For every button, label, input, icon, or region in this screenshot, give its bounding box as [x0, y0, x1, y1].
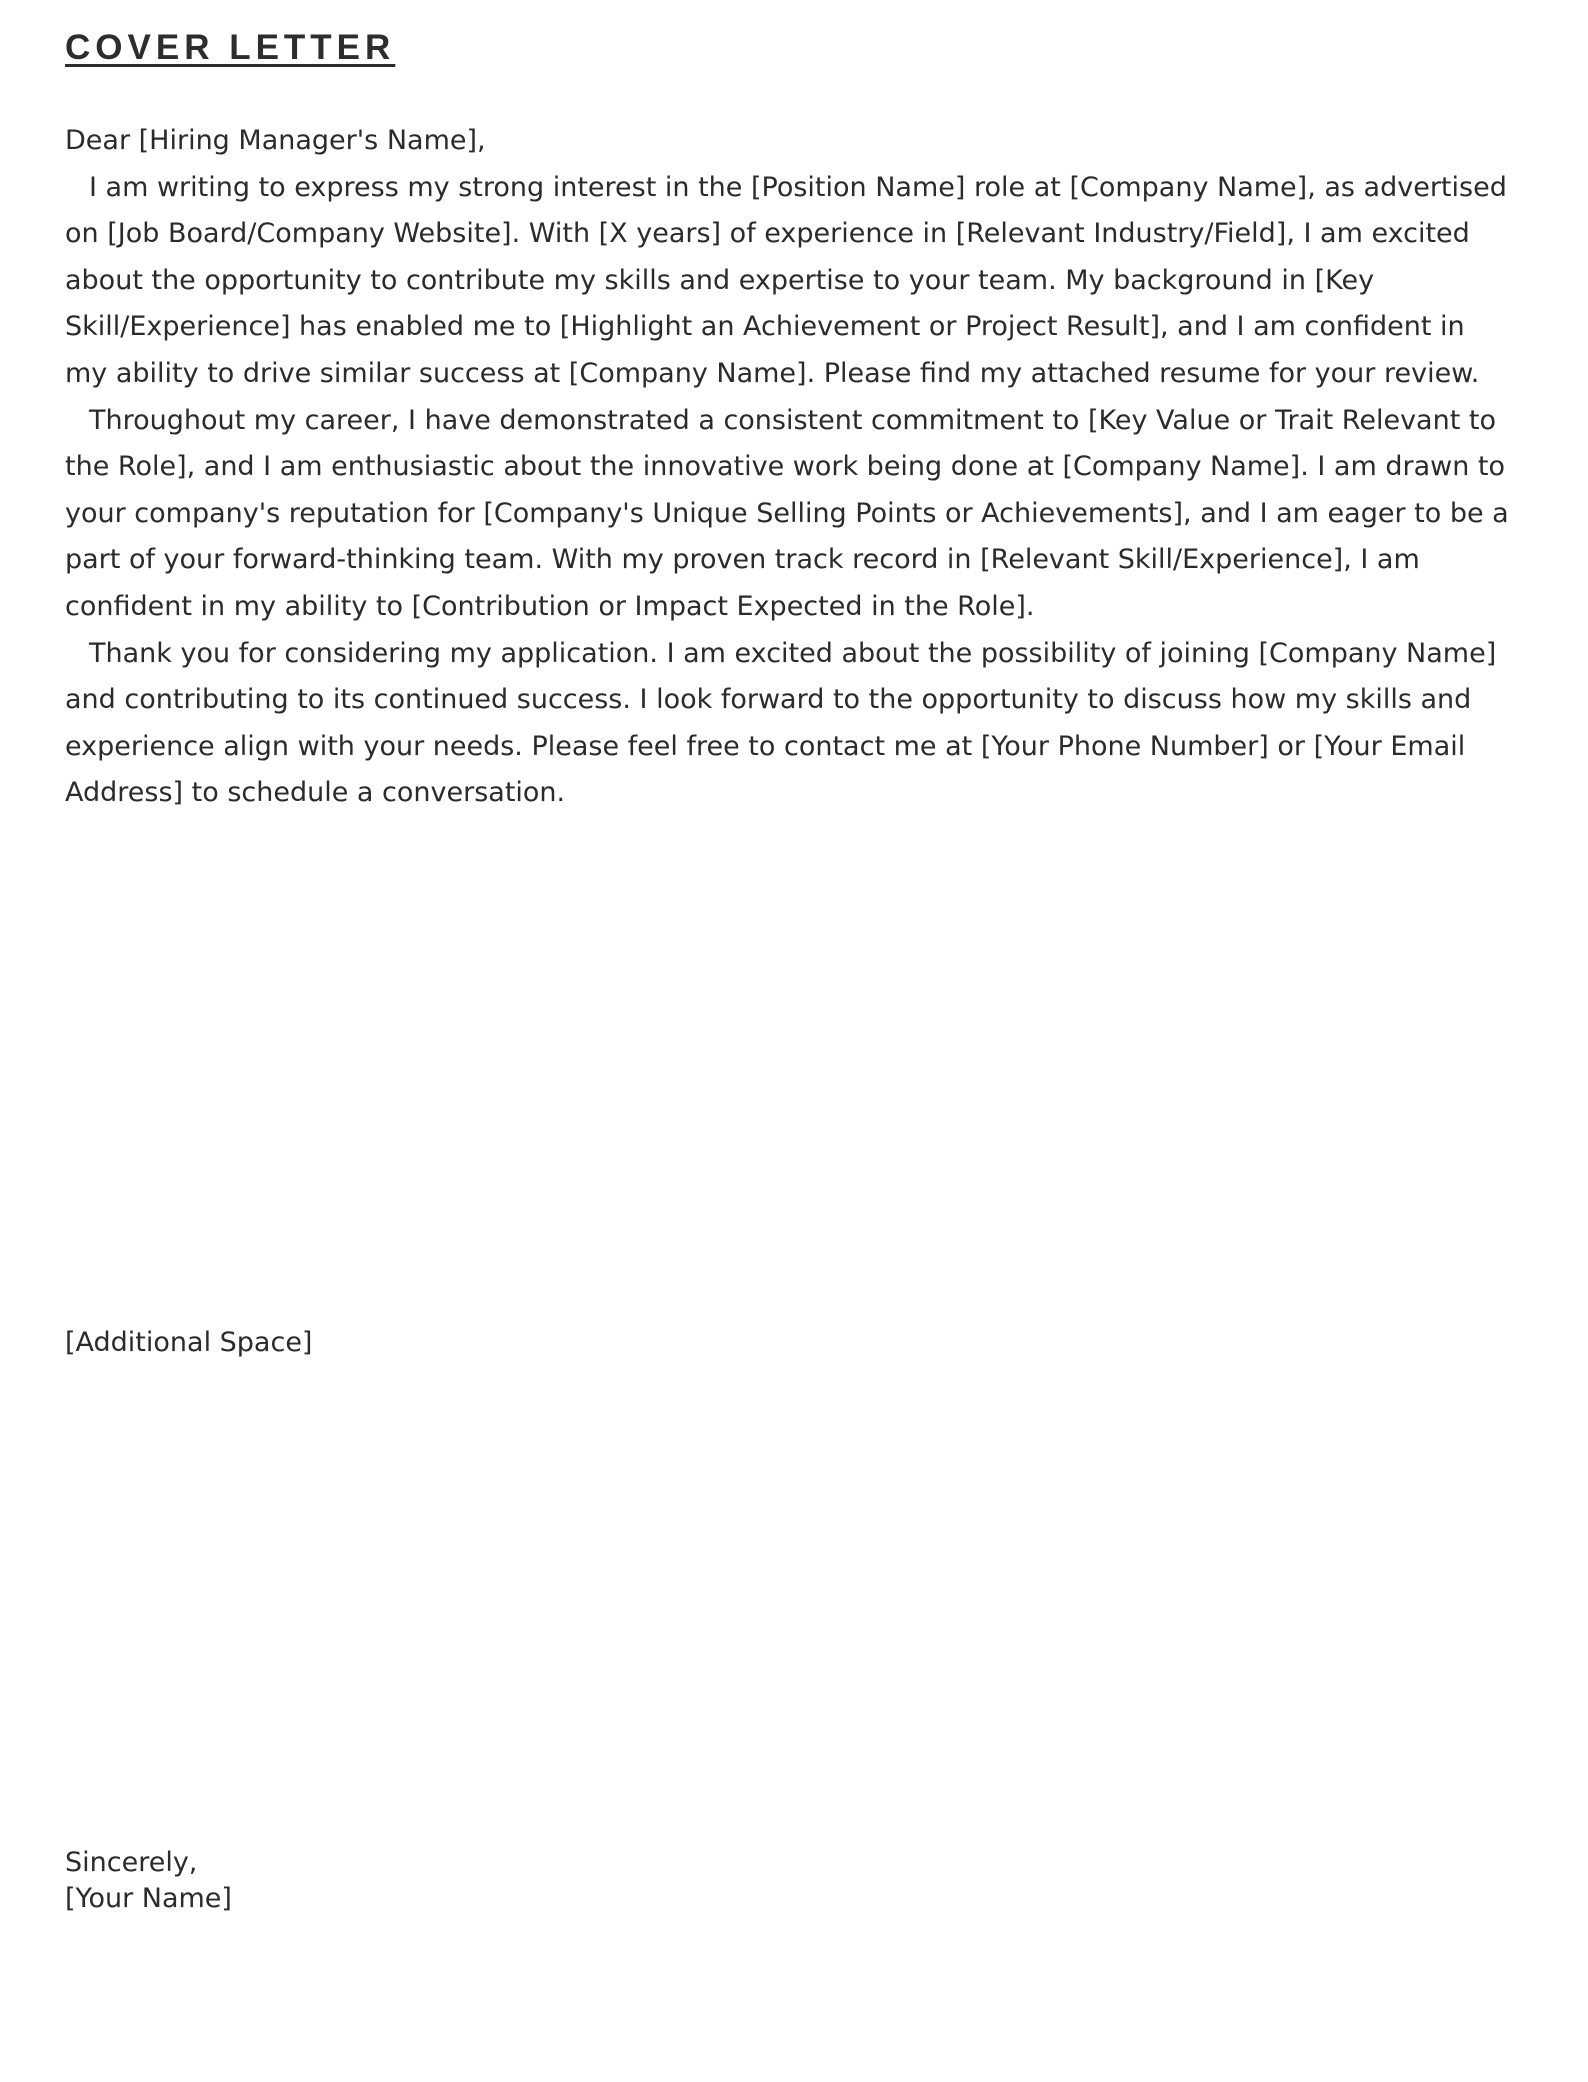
closing-line: Sincerely,: [65, 1847, 198, 1878]
signature-name: [Your Name]: [65, 1883, 232, 1914]
paragraph-experience: Throughout my career, I have demonstrated a consistent commitment to [Key Value or Trait Relevant to the Role], and I am enthusiastic about the innovative work being done at [Company Name]. I am drawn to your company's reputation for [Company's Unique Selling Points or Achievements], and I am eager to be a part of your forward-thinking team. With my proven track record in [Relevant Skill/Experience], I am confident in my ability to [Contribution or Impact Expected in the Role].: [65, 404, 1509, 622]
paragraph-intro: I am writing to express my strong interest in the [Position Name] role at [Company Name], as advertised on [Job Board/Company Website]. With [X years] of experience in [Relevant Industry/Field], I am excited about the opportunity to contribute my skills and expertise to your team. My background in [Key Skill/Experience] has enabled me to [Highlight an Achievement or Project Result], and I am confident in my ability to drive similar success at [Company Name]. Please find my attached resume for your review.: [65, 171, 1507, 389]
document-title: COVER LETTER: [65, 28, 396, 67]
sign-off: [65, 1845, 232, 1917]
paragraph-closing: Thank you for considering my application. I am excited about the possibility of joining [Company Name] and contributing to its continued success. I look forward to the opportunity to discuss how my skills and experience align with your needs. Please feel free to contact me at [Your Phone Number] or [Your Email Address] to schedule a conversation.: [65, 637, 1497, 809]
salutation: Dear [Hiring Manager's Name],: [65, 125, 486, 156]
letter-body: [65, 118, 1510, 817]
additional-space-placeholder: [Additional Space]: [65, 1327, 313, 1358]
